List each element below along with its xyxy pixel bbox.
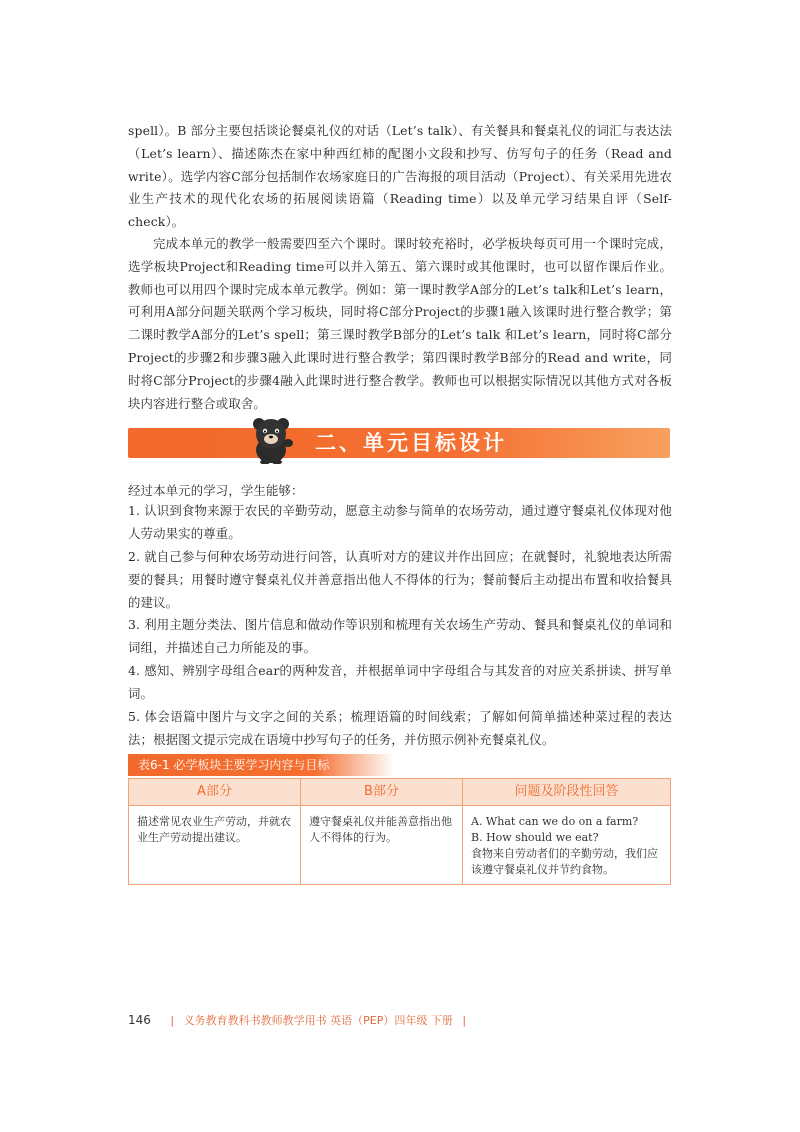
question-b: B. How should we eat? (471, 831, 599, 844)
learning-goals-table (128, 778, 671, 885)
page-footer (128, 1012, 472, 1028)
goal-item-4: 4. 感知、辨别字母组合ear的两种发音，并根据单词中字母组合与其发音的对应关系拼读、拼写单词。 (128, 663, 672, 701)
table-header-row (129, 779, 671, 806)
question-a: A. What can we do on a farm? (471, 815, 639, 828)
header-part-b: B部分 (301, 779, 463, 806)
cell-part-b-text: 遵守餐桌礼仪并能善意指出他人不得体的行为。 (309, 815, 452, 844)
table-caption: 表6-1 必学板块主要学习内容与目标 (128, 754, 394, 776)
goals-lead: 经过本单元的学习，学生能够： (128, 483, 304, 498)
goal-item-2: 2. 就自己参与何种农场劳动进行问答，认真听对方的建议并作出回应；在就餐时，礼貌地表达所需要的餐具；用餐时遵守餐桌礼仪并善意指出他人不得体的行为；餐前餐后主动提出布置和收拾餐具的建议。 (128, 549, 672, 610)
goal-item-3: 3. 利用主题分类法、图片信息和做动作等识别和梳理有关农场生产劳动、餐具和餐桌礼仪的单词和词组，并描述自己力所能及的事。 (128, 617, 672, 655)
header-questions: 问题及阶段性回答 (463, 779, 671, 806)
cell-questions (463, 806, 671, 885)
cell-part-a-text: 描述常见农业生产劳动，并就农业生产劳动提出建议。 (137, 815, 291, 844)
goal-item-5: 5. 体会语篇中图片与文字之间的关系；梳理语篇的时间线索；了解如何简单描述种菜过程的表达法；根据图文提示完成在语境中抄写句子的任务，并仿照示例补充餐桌礼仪。 (128, 709, 672, 747)
intro-paragraph-1: spell）。B 部分主要包括谈论餐桌礼仪的对话（Let’s talk）、有关餐具和餐桌礼仪的词汇与表达法（Let’s learn）、描述陈杰在家中种西红柿的配图小文段和抄写、仿写句子的任务（Read and write）。选学内容C部分包括制作农场家庭日的广告海报的项目活动（Project）、有关采用先进农业生产技术的现代化农场的拓展阅读语篇（Reading time）以及单元学习结果自评（Self-check）。 (128, 123, 672, 230)
goal-item-1: 1. 认识到食物来源于农民的辛勤劳动，愿意主动参与简单的农场劳动，通过遵守餐桌礼仪体现对他人劳动果实的尊重。 (128, 503, 672, 541)
cell-part-a (129, 806, 301, 885)
bear-mascot-icon (245, 412, 297, 464)
footer-divider: | (170, 1014, 175, 1027)
cell-part-b (301, 806, 463, 885)
header-part-a: A部分 (129, 779, 301, 806)
section-title: 二、单元目标设计 (315, 431, 507, 455)
book-title: 义务教育教科书教师教学用书 英语（PEP）四年级 下册 (183, 1014, 453, 1027)
table-row (129, 806, 671, 885)
answer-text: 食物来自劳动者们的辛勤劳动，我们应该遵守餐桌礼仪并节约食物。 (471, 847, 658, 876)
page-number: 146 (128, 1013, 151, 1027)
intro-paragraph-2: 完成本单元的教学一般需要四至六个课时。课时较充裕时，必学板块每页可用一个课时完成，选学板块Project和Reading time可以并入第五、第六课时或其他课时，也可以留作课后作业。教师也可以用四个课时完成本单元教学。例如：第一课时教学A部分的Let’s talk和Let’s learn，可利用A部分问题关联两个学习板块，同时将C部分Project的步骤1融入该课时进行整合教学；第二课时教学A部分的Let’s spell；第三课时教学B部分的Let’s talk 和Let’s learn，同时将C部分 Project的步骤2和步骤3融入此课时进行整合教学；第四课时教学B部分的Read and write，同时将C部分Project的步骤4融入此课时进行整合教学。教师也可以根据实际情况以其他方式对各板块内容进行整合或取舍。 (128, 236, 672, 411)
footer-divider-end: | (462, 1014, 467, 1027)
